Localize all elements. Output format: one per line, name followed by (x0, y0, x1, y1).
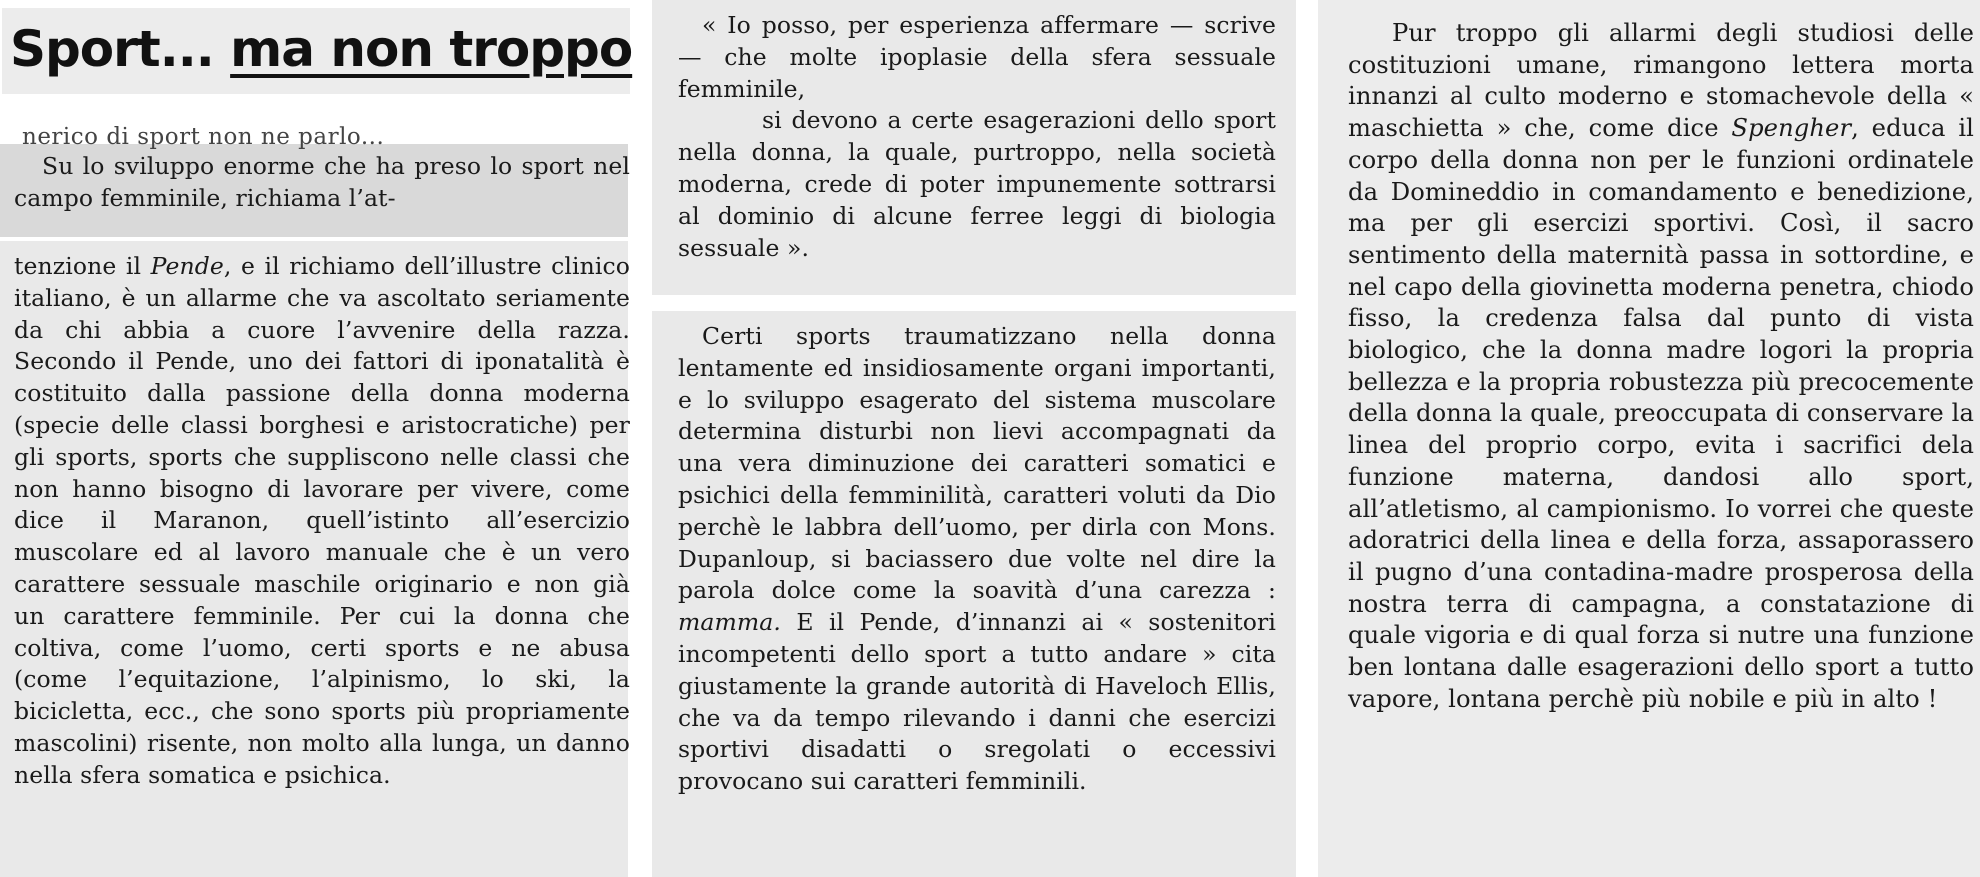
quote-paragraph-2: si devono a certe esagerazioni dello sport nella donna, la quale, purtroppo, nella società moderna, crede di poter impunemente sottrarsi al dominio di alcune ferree leggi di biologia sessuale ». (678, 106, 1276, 262)
column-three-clipping (1318, 0, 1980, 877)
column-one-clipping (0, 241, 628, 877)
intro-clipping (0, 124, 630, 237)
column-three-paragraph (1348, 18, 1974, 715)
quote-text (678, 10, 1276, 264)
article-title (10, 20, 632, 78)
quote-paragraph-1: « Io posso, per esperienza affermare — scrive — che molte ipoplasie della sfera sessuale femminile, (678, 11, 1276, 103)
column-two-clipping (652, 311, 1296, 877)
text-run: Pur troppo gli allarmi degli studiosi delle costituzioni umane, rimangono lettera morta innanzi al culto moderno e stomachevole della « maschietta » che, come dice (1348, 19, 1974, 143)
title-part-subtitle: ma non troppo (230, 20, 633, 78)
column-two-paragraph (678, 321, 1276, 798)
quote-clipping (652, 0, 1296, 295)
column-one-paragraph (14, 251, 630, 792)
text-run: tenzione il (14, 252, 151, 280)
italic-name-spengher: Spengher (1731, 114, 1852, 143)
text-run: , educa il corpo della donna non per le funzioni ordinatele da Domineddio in comandamento e benedizione, ma per gli esercizi sportivi. Così, il sacro sentimento della maternità passa in sottordine, e nel capo della giovinetta moderna penetra, chiodo fisso, la credenza falsa dal punto di vista biologico, che la donna madre logori la propria bellezza e la propria robustezza più precocemente della donna la quale, preoccupata di conservare la linea del proprio corpo, evita i sacrifici dela funzione materna, dandosi allo sport, all’atletismo, al campionismo. Io vorrei che queste adoratrici della linea e della forza, assaporassero il pugno d’una contadina-madre prosperosa della nostra terra di campagna, a constatazione di quale vigoria e di qual forza si nutre una funzione ben lontana dalle esagerazioni dello sport a tutto vapore, lontana perchè più nobile e più in alto ! (1348, 114, 1974, 713)
column-three-text (1348, 18, 1974, 715)
intro-paragraph: Su lo sviluppo enorme che ha preso lo sport nel campo femminile, richiama l’at- (14, 152, 630, 212)
italic-name-pende: Pende (150, 252, 224, 280)
column-one-text (14, 251, 630, 792)
italic-word-mamma: mamma. (678, 608, 781, 637)
cut-off-line: nerico di sport non ne parlo... (22, 124, 385, 150)
title-part-sport: Sport... (10, 20, 214, 78)
intro-paragraph-block (14, 151, 630, 215)
text-run: E il Pende, d’innanzi ai « sostenitori incompetenti dello sport a tutto andare » cita giustamente la grande autorità di Haveloch Ellis, che va da tempo rilevando i danni che esercizi sportivi disadatti o sregolati o eccessivi provocano sui caratteri femminili. (678, 608, 1276, 796)
text-run: Certi sports traumatizzano nella donna lentamente ed insidiosamente organi importanti, e lo sviluppo esagerato del sistema muscolare determina disturbi non lievi accompagnati da una vera diminuzione dei caratteri somatici e psichici della femminilità, caratteri voluti da Dio perchè le labbra dell’uomo, per dirla con Mons. Dupanloup, si baciassero due volte nel dire la parola dolce come la soavità d’una carezza : (678, 322, 1276, 605)
column-two-text (678, 321, 1276, 798)
text-run: , e il richiamo dell’illustre clinico italiano, è un allarme che va ascoltato seriamente da chi abbia a cuore l’avvenire della razza. Secondo il Pende, uno dei fattori di iponatalità è costituito dalla passione della donna moderna (specie delle classi borghesi e aristocratiche) per gli sports, sports che suppliscono nelle classi che non hanno bisogno di lavorare per vivere, come dice il Maranon, quell’istinto all’esercizio muscolare ed al lavoro manuale che è un vero carattere sessuale maschile originario e non già un carattere femminile. Per cui la donna che coltiva, come l’uomo, certi sports e ne abusa (come l’equitazione, l’alpinismo, lo ski, la bicicletta, ecc., che sono sports più propriamente mascolini) risente, non molto alla lunga, un danno nella sfera somatica e psichica. (14, 252, 630, 789)
headline-clipping (2, 8, 633, 94)
